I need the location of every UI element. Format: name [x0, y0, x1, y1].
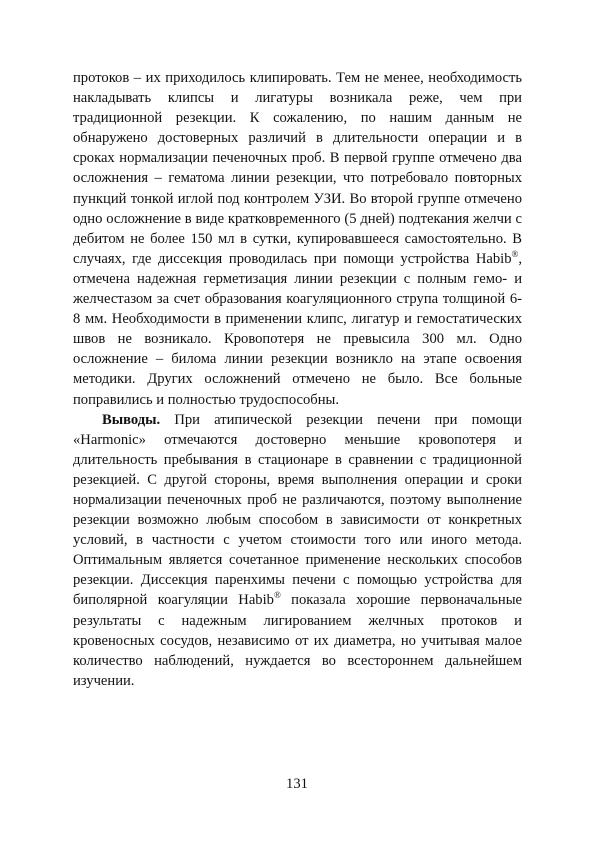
text-run: показала хорошие первоначальные результаты с надежным лигированием желчных протоков и кровеносных сосудов, независимо от их диаметра, но учитывая малое количество наблюдений, нуждается во всестороннем дальнейшем изучении. — [73, 592, 522, 689]
page-number: 131 — [286, 776, 308, 792]
paragraph-continuation — [73, 68, 522, 410]
paragraph-conclusions — [73, 410, 522, 691]
text-run: При атипической резекции печени при помощи «Harmonic» отмечаются достоверно меньшие кровопотеря и длительность пребывания в стационаре в сравнении с традиционной резекцией. С другой стороны, время выполнения операции и сроки нормализации печеночных проб не различаются, поэтому выполнение резекции возможно любым способом в зависимости от конкретных условий, в частности с учетом стоимости того или иного метода. Оптимальным является сочетанное применение нескольких способов резекции. Диссекция паренхимы печени с помощью устройства для биполярной коагуляции Habib — [73, 411, 522, 609]
registered-mark: ® — [273, 590, 281, 601]
conclusions-heading: Выводы. — [102, 411, 161, 428]
body-text — [73, 68, 522, 691]
text-run: протоков – их приходилось клипировать. Тем не менее, необходимость накладывать клипсы и лигатуры возникала реже, чем при традиционной резекции. К сожалению, по нашим данным не обнаружено достоверных различий в длительности операции и в сроках нормализации печеночных проб. В первой группе отмечено два осложнения – гематома линии резекции, что потребовало повторных пункций тонкой иглой под контролем УЗИ. Во второй группе отмечено одно осложнение в виде кратковременного (5 дней) подтекания желчи с дебитом не более 150 мл в сутки, купировавшееся самостоятельно. В случаях, где диссекция проводилась при помощи устройства Habib — [73, 70, 522, 267]
text-run: , отмечена надежная герметизация линии резекции с полным гемо- и желчестазом за счет образования коагуляционного струпа толщиной 6-8 мм. Необходимости в применении клипс, лигатур и гемостатических швов не возникало. Кровопотеря не превысила 300 мл. Одно осложнение – билома линии резекции возникло на этапе освоения методики. Других осложнений отмечено не было. Все больные поправились и полностью трудоспособны. — [73, 250, 522, 408]
registered-mark: ® — [511, 248, 519, 259]
